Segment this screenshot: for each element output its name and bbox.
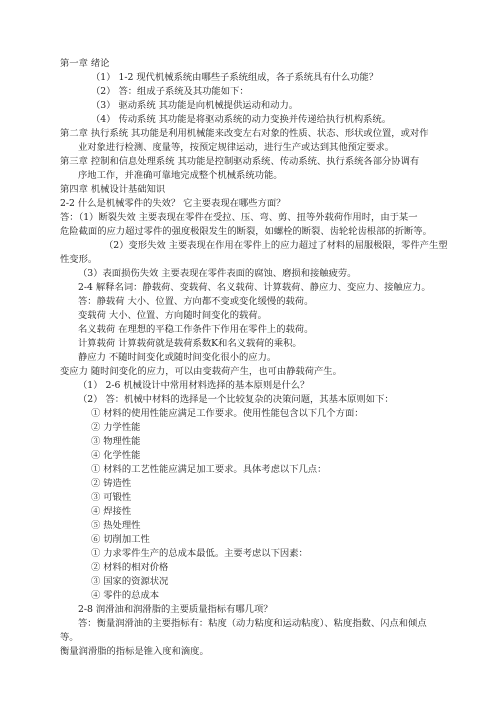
text-line: 危险截面的应力超过零件的强度极限发生的断裂，如螺栓的断裂、齿轮轮齿根部的折断等。 (60, 226, 432, 237)
list-item: ④ 零件的总成本 (91, 590, 160, 601)
list-item: ③ 物理性能 (91, 436, 141, 447)
list-item: ③ 国家的资源状况 (91, 576, 169, 587)
chapter-3-heading: 第三章 控制和信息处理系统 其功能是控制驱动系统、传动系统、执行系统各部分协调有 (60, 156, 420, 167)
text-line: 答：衡量润滑油的主要指标有：粘度（动力粘度和运动粘度）、粘度指数、闪点和倾点 (78, 618, 427, 629)
text-line: 衡量润滑脂的指标是锥入度和滴度。 (60, 646, 209, 657)
chapter-1-heading: 第一章 绪论 (60, 58, 110, 69)
list-item: ① 材料的使用性能应满足工作要求。使用性能包含以下几个方面： (91, 408, 364, 419)
list-item: ② 铸造性 (91, 478, 132, 489)
text-line: （4） 传动系统 其功能是将驱动系统的动力变换并传递给执行机构系统。 (91, 114, 392, 125)
chapter-4-heading: 第四章 机械设计基础知识 (60, 184, 166, 195)
question-line: （1） 2-6 机械设计中常用材料选择的基本原则是什么？ (78, 380, 310, 391)
text-line: 变应力 随时间变化的应力，可以由变载荷产生，也可由静载荷产生。 (60, 366, 342, 377)
text-line: 名义载荷 在理想的平稳工作条件下作用在零件上的载荷。 (78, 324, 314, 335)
list-item: ① 力求零件生产的总成本最低。主要考虑以下因素： (91, 548, 308, 559)
text-line: 答：（1）断裂失效 主要表现在零件在受拉、压、弯、剪、扭等外载荷作用时，由于某一 (60, 212, 418, 223)
list-item: ① 材料的工艺性能应满足加工要求。具体考虑以下几点： (91, 464, 327, 475)
list-item: ⑥ 切削加工性 (91, 534, 150, 545)
list-item: ④ 化学性能 (91, 450, 141, 461)
question-line: 2-4 解释名词：静载荷、变载荷、名义载荷、计算载荷、静应力、变应力、接触应力。 (78, 282, 431, 293)
text-line: （2） 答：机械中材料的选择是一个比较复杂的决策问题，其基本原则如下： (78, 394, 394, 405)
list-item: ② 力学性能 (91, 422, 141, 433)
chapter-2-heading: 第二章 执行系统 其功能是利用机械能来改变左右对象的性质、状态、形状或位置，或对作 (60, 128, 429, 139)
text-line: （3）表面损伤失效 主要表现在零件表面的腐蚀、磨损和接触疲劳。 (78, 268, 357, 279)
question-line: 2-2 什么是机械零件的失效？ 它主要表现在哪些方面？ (60, 198, 286, 209)
list-item: ③ 可锻性 (91, 492, 132, 503)
text-line: 计算载荷 计算载荷就是载荷系数K和名义载荷的乘积。 (78, 338, 302, 349)
list-item: ② 材料的相对价格 (91, 562, 169, 573)
question-line: 2-8 润滑油和润滑脂的主要质量指标有哪几项？ (78, 604, 273, 615)
text-line: 答：静载荷 大小、位置、方向都不变或变化缓慢的载荷。 (78, 296, 314, 307)
text-line: 变载荷 大小、位置、方向随时间变化的载荷。 (78, 310, 267, 321)
list-item: ④ 焊接性 (91, 506, 132, 517)
text-line: 序地工作，并准确可靠地完成整个机械系统功能。 (78, 170, 283, 181)
text-line: （2） 答：组成子系统及其功能如下： (91, 86, 249, 97)
text-line: 静应力 不随时间变化或随时间变化很小的应力。 (78, 352, 277, 363)
text-line: 性变形。 (60, 254, 98, 265)
list-item: ⑤ 热处理性 (91, 520, 141, 531)
text-line: 业对象进行检测、度量等，按预定规律运动，进行生产或达到其他预定要求。 (78, 142, 395, 153)
text-line: （1） 1-2 现代机械系统由哪些子系统组成，各子系统具有什么功能？ (91, 72, 379, 83)
text-line: 等。 (60, 632, 79, 643)
text-line: （3） 驱动系统 其功能是向机械提供运动和动力。 (91, 100, 299, 111)
text-line: （2）变形失效 主要表现在作用在零件上的应力超过了材料的屈服极限，零件产生塑 (104, 240, 448, 251)
